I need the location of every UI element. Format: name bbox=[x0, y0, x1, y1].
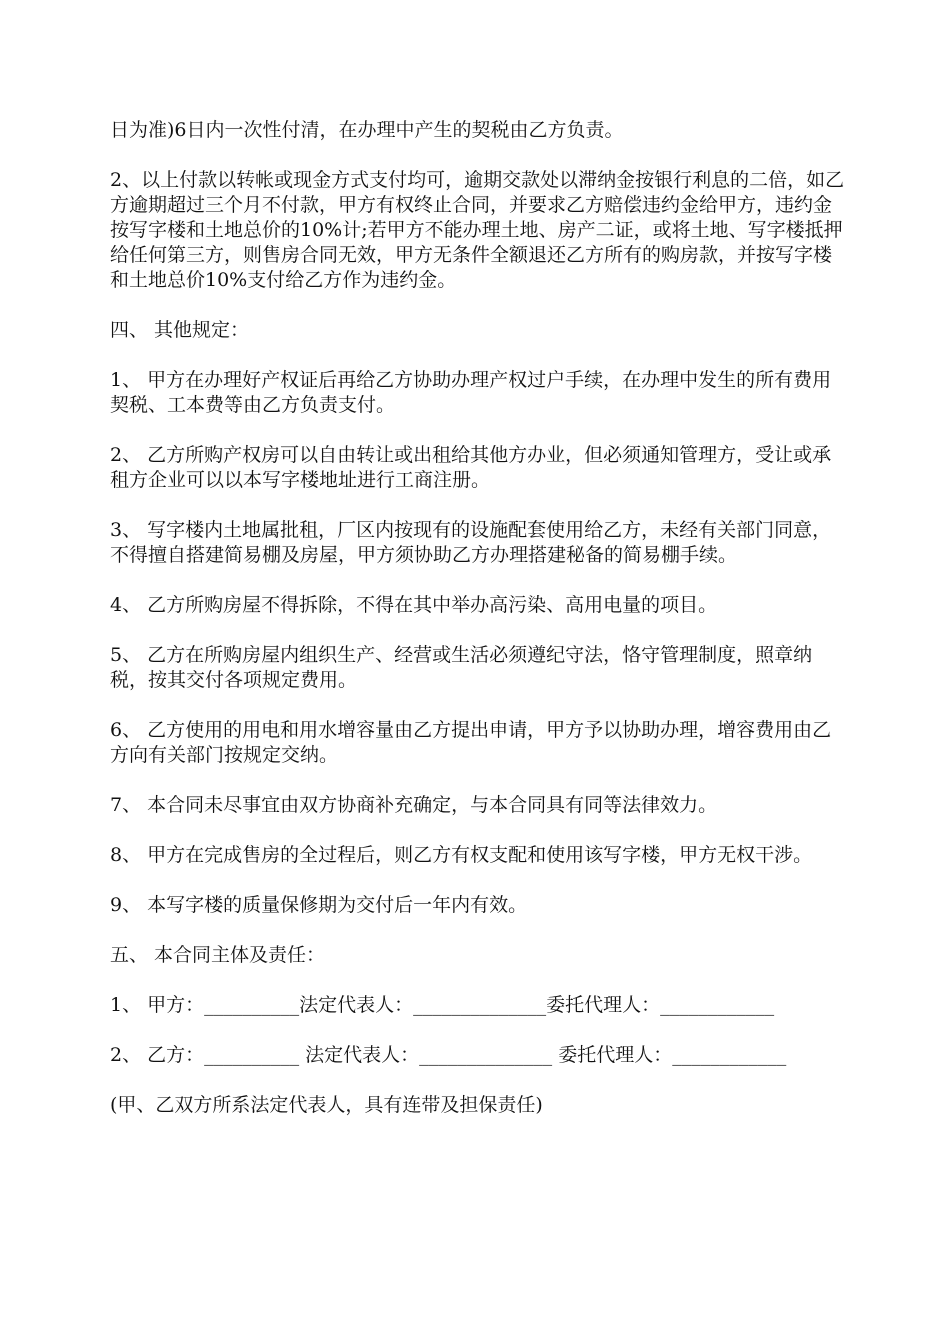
paragraph-rule-9: 9、 本写字楼的质量保修期为交付后一年内有效。 bbox=[110, 894, 528, 916]
paragraph-rule-1: 1、 甲方在办理好产权证后再给乙方协助办理产权过户手续，在办理中发生的所有费用契税、工本费等由乙方负责支付。 bbox=[110, 369, 832, 416]
paragraph-payment-method: 2、以上付款以转帐或现金方式支付均可，逾期交款处以滞纳金按银行利息的二倍，如乙方逾期超过三个月不付款，甲方有权终止合同，并要求乙方赔偿违约金给甲方，违约金按写字楼和土地总价的10%计;若甲方不能办理土地、房产二证，或将土地、写字楼抵押给任何第三方，则售房合同无效，甲方无条件全额退还乙方所有的购房款，并按写字楼和土地总价10%支付给乙方作为违约金。 bbox=[110, 169, 845, 291]
section-heading-contract-parties: 五、 本合同主体及责任： bbox=[110, 944, 326, 966]
paragraph-rule-2: 2、 乙方所购产权房可以自由转让或出租给其他方办业，但必须通知管理方，受让或承租方企业可以以本写字楼地址进行工商注册。 bbox=[110, 444, 832, 491]
contract-body bbox=[110, 118, 846, 1118]
paragraph-rule-4: 4、 乙方所购房屋不得拆除，不得在其中举办高污染、高用电量的项目。 bbox=[110, 594, 718, 616]
party-b-signature-line: 2、 乙方：__________ 法定代表人：______________ 委托代理人：____________ bbox=[110, 1044, 787, 1066]
paragraph-rule-8: 8、 甲方在完成售房的全过程后，则乙方有权支配和使用该写字楼，甲方无权干涉。 bbox=[110, 844, 813, 866]
liability-note: (甲、乙双方所系法定代表人，具有连带及担保责任) bbox=[110, 1094, 543, 1116]
paragraph-rule-5: 5、 乙方在所购房屋内组织生产、经营或生活必须遵纪守法，恪守管理制度，照章纳税，按其交付各项规定费用。 bbox=[110, 644, 813, 691]
paragraph-rule-6: 6、 乙方使用的用电和用水增容量由乙方提出申请，甲方予以协助办理，增容费用由乙方向有关部门按规定交纳。 bbox=[110, 719, 832, 766]
section-heading-other-rules: 四、 其他规定： bbox=[110, 319, 250, 341]
paragraph-rule-7: 7、 本合同未尽事宜由双方协商补充确定，与本合同具有同等法律效力。 bbox=[110, 794, 718, 816]
paragraph-rule-3: 3、 写字楼内土地属批租，厂区内按现有的设施配套使用给乙方，未经有关部门同意，不得擅自搭建简易棚及房屋，甲方须协助乙方办理搭建秘备的简易棚手续。 bbox=[110, 519, 832, 566]
party-a-signature-line: 1、 甲方：__________法定代表人：______________委托代理人：____________ bbox=[110, 994, 775, 1016]
paragraph-payment-deadline: 日为准)6日内一次性付清，在办理中产生的契税由乙方负责。 bbox=[110, 119, 624, 141]
